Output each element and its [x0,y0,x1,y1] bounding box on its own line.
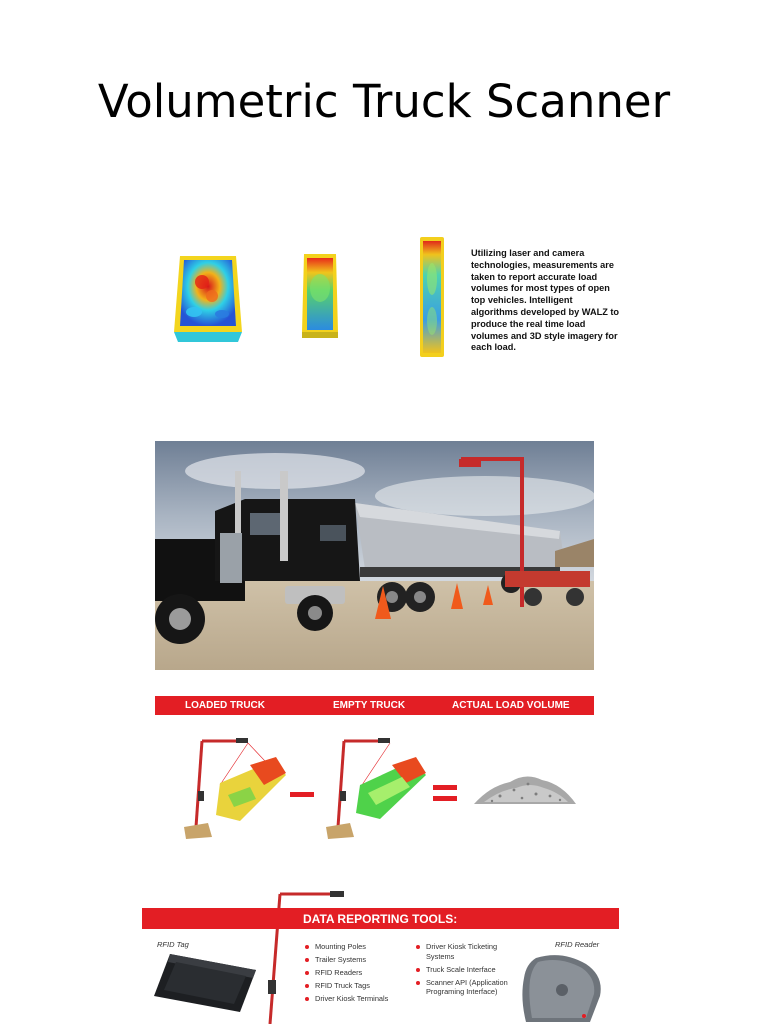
minus-operator [290,792,314,797]
loaded-truck-label: LOADED TRUCK [185,700,265,711]
data-tools-list-left [303,942,408,1007]
empty-truck-label: EMPTY TRUCK [333,700,406,711]
data-reporting-header-bar [142,908,619,929]
equals-operator-top [433,785,457,790]
truck-photo [155,441,594,670]
list-item: RFID Readers [303,968,408,978]
rfid-reader-caption: RFID Reader [555,940,600,949]
data-reporting-title: DATA REPORTING TOOLS: [303,912,458,926]
list-item: Trailer Systems [303,955,408,965]
list-item: RFID Truck Tags [303,981,408,991]
list-item: Mounting Poles [303,942,408,952]
list-item: Truck Scale Interface [414,965,514,975]
actual-load-volume-label: ACTUAL LOAD VOLUME [452,700,570,711]
scanner-description: Utilizing laser and camera technologies, measurements are taken to report accurate load volumes for most types of open top vehicles. Intelligent algorithms developed by WALZ to produce the real time load volumes and 3D style imagery for each load. [471,248,620,353]
list-item: Scanner API (Application Programing Interface) [414,978,514,997]
data-tools-list-right [414,942,514,1000]
scan-side-view-image [298,252,342,340]
empty-truck-scan-illustration [322,735,432,840]
list-item: Driver Kiosk Ticketing Systems [414,942,514,961]
scan-long-view-image [418,235,446,359]
rfid-reader-image [520,952,605,1024]
equals-operator-bottom [433,796,457,801]
volume-header-bar [155,696,594,715]
page-title: Volumetric Truck Scanner [97,75,671,128]
gravel-pile-image [470,768,580,808]
loaded-truck-scan-illustration [180,735,290,840]
rfid-tag-image [152,950,257,1016]
scan-top-view-image [172,252,244,344]
list-item: Driver Kiosk Terminals [303,994,408,1004]
rfid-tag-caption: RFID Tag [157,940,189,949]
